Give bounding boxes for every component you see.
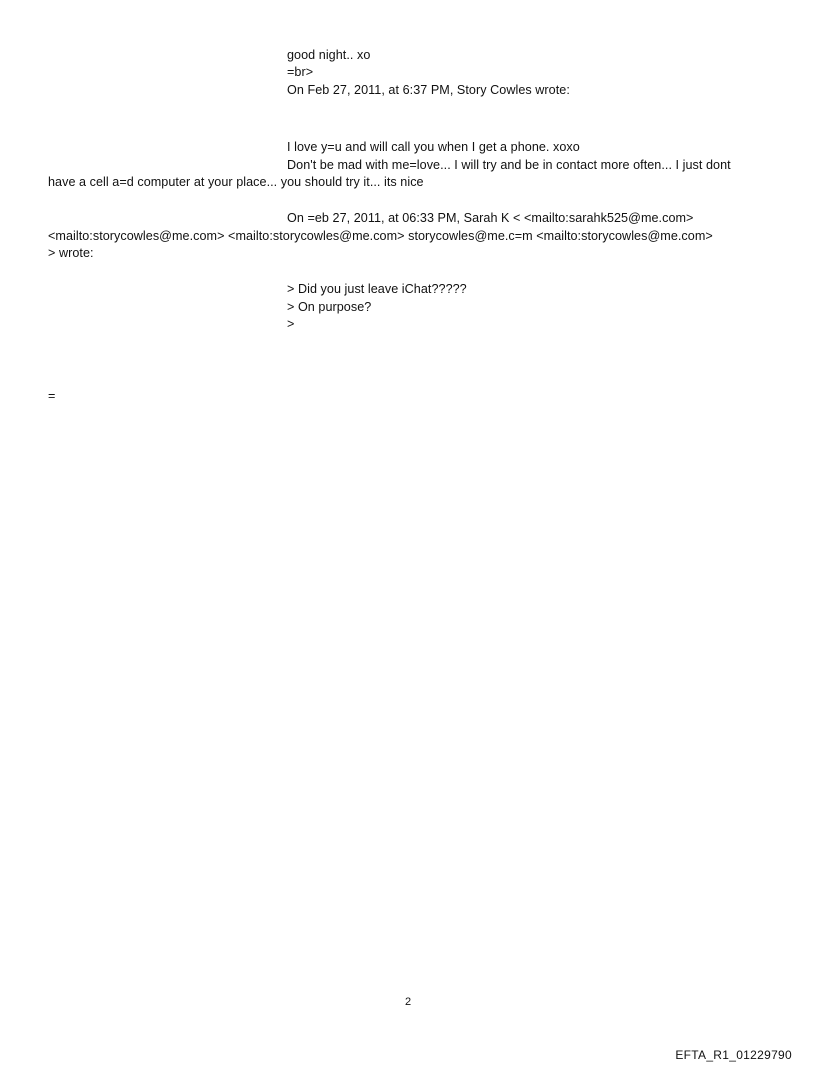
email-line-dont-be-mad: Don't be mad with me=love... I will try and be in contact more often... I just dont bbox=[287, 158, 731, 172]
email-line-equals: = bbox=[48, 389, 56, 403]
email-line-quote-marker: > bbox=[287, 317, 295, 331]
email-line-goodnight: good night.. xo bbox=[287, 48, 371, 62]
email-line-cell-computer: have a cell a=d computer at your place... you should try it... its nice bbox=[48, 175, 424, 189]
page-number: 2 bbox=[404, 996, 412, 1008]
email-line-br: =br> bbox=[287, 65, 314, 79]
email-line-purpose: > On purpose? bbox=[287, 300, 372, 314]
email-line-wrote: > wrote: bbox=[48, 246, 94, 260]
email-line-mailto-list: <mailto:storycowles@me.com> <mailto:storycowles@me.com> storycowles@me.c=m <mailto:storycowles@me.com> bbox=[48, 229, 713, 243]
email-line-love: I love y=u and will call you when I get a phone. xoxo bbox=[287, 140, 580, 154]
email-line-reply-header: On Feb 27, 2011, at 6:37 PM, Story Cowles wrote: bbox=[287, 83, 570, 97]
email-line-quoted-header: On =eb 27, 2011, at 06:33 PM, Sarah K < <mailto:sarahk525@me.com> bbox=[287, 211, 694, 225]
document-id: EFTA_R1_01229790 bbox=[675, 1048, 792, 1062]
email-line-ichat: > Did you just leave iChat????? bbox=[287, 282, 467, 296]
